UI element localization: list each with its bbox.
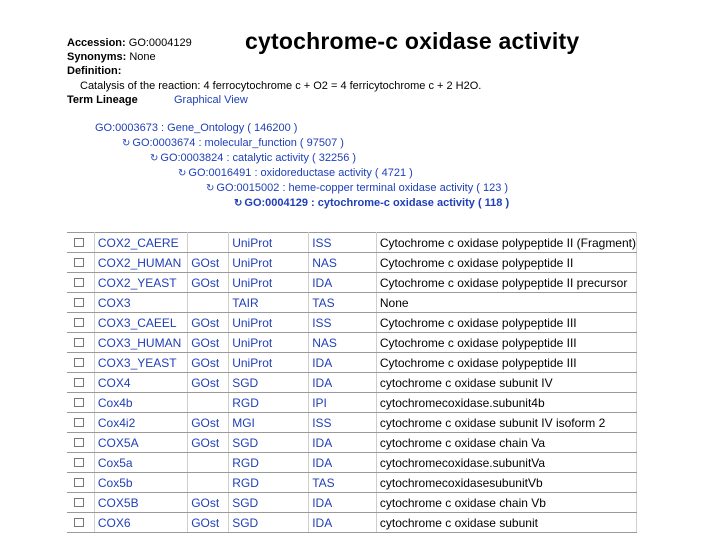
- gene-symbol-link[interactable]: Cox4i2: [94, 413, 187, 433]
- gene-product-name: cytochrome c oxidase subunit IV: [376, 373, 636, 393]
- relation-arrow-icon: ↻: [234, 198, 243, 209]
- table-row: [67, 233, 637, 253]
- gene-product-name: None: [376, 293, 636, 313]
- evidence-code-link[interactable]: IPI: [309, 393, 377, 413]
- gene-product-name: cytochrome c oxidase chain Va: [376, 433, 636, 453]
- relation-arrow-icon: ↻: [178, 168, 187, 179]
- gene-product-name: Cytochrome c oxidase polypeptide II: [376, 253, 636, 273]
- lineage-item[interactable]: [95, 121, 297, 135]
- source-db-link[interactable]: UniProt: [229, 273, 309, 293]
- row-checkbox[interactable]: [74, 298, 84, 307]
- table-row: [67, 293, 637, 313]
- lineage-term-link[interactable]: GO:0016491 : oxidoreductase activity ( 4721 ): [188, 167, 413, 179]
- gene-symbol-link[interactable]: Cox4b: [94, 393, 187, 413]
- gost-link[interactable]: GOst: [188, 253, 229, 273]
- gost-link[interactable]: GOst: [188, 413, 229, 433]
- table-row: [67, 473, 637, 493]
- table-row: [67, 493, 637, 513]
- table-row: [67, 373, 637, 393]
- row-checkbox[interactable]: [74, 518, 84, 527]
- evidence-code-link[interactable]: IDA: [309, 453, 377, 473]
- source-db-link[interactable]: UniProt: [229, 233, 309, 253]
- source-db-link[interactable]: SGD: [229, 493, 309, 513]
- gene-product-name: Cytochrome c oxidase polypeptide II (Fragment): [376, 233, 636, 253]
- gene-symbol-link[interactable]: COX6: [94, 513, 187, 533]
- term-lineage-label: Term Lineage: [67, 94, 138, 106]
- gene-product-name: cytochromecoxidasesubunitVb: [376, 473, 636, 493]
- table-row: [67, 453, 637, 473]
- accession-line: [67, 36, 192, 50]
- gost-link: [188, 233, 229, 253]
- table-row: [67, 333, 637, 353]
- lineage-term-link[interactable]: GO:0004129 : cytochrome-c oxidase activity ( 118 ): [244, 197, 510, 209]
- row-checkbox[interactable]: [74, 358, 84, 367]
- synonyms-line: [67, 50, 156, 64]
- relation-arrow-icon: ↻: [150, 153, 159, 164]
- source-db-link[interactable]: SGD: [229, 433, 309, 453]
- evidence-code-link[interactable]: ISS: [309, 233, 377, 253]
- source-db-link[interactable]: RGD: [229, 393, 309, 413]
- gost-link: [188, 393, 229, 413]
- gene-symbol-link[interactable]: COX5A: [94, 433, 187, 453]
- table-row: [67, 433, 637, 453]
- definition-line: [67, 64, 121, 78]
- lineage-item[interactable]: [178, 166, 413, 181]
- row-checkbox[interactable]: [74, 498, 84, 507]
- lineage-term-link[interactable]: GO:0015002 : heme-copper terminal oxidase activity ( 123 ): [216, 182, 509, 194]
- row-checkbox[interactable]: [74, 278, 84, 287]
- row-checkbox[interactable]: [74, 418, 84, 427]
- gene-symbol-link[interactable]: COX3_CAEEL: [94, 313, 187, 333]
- table-row: [67, 513, 637, 533]
- row-checkbox[interactable]: [74, 478, 84, 487]
- row-checkbox[interactable]: [74, 238, 84, 247]
- row-checkbox[interactable]: [74, 378, 84, 387]
- definition-text: Catalysis of the reaction: 4 ferrocytochrome c + O2 = 4 ferricytochrome c + 2 H2O.: [80, 80, 482, 92]
- gost-link[interactable]: GOst: [188, 333, 229, 353]
- gene-product-name: cytochromecoxidase.subunitVa: [376, 453, 636, 473]
- synonyms-value: None: [129, 51, 156, 63]
- relation-arrow-icon: ↻: [122, 138, 131, 149]
- gost-link: [188, 293, 229, 313]
- definition-label: Definition:: [67, 65, 122, 77]
- lineage-item[interactable]: [150, 151, 356, 166]
- page-title: cytochrome-c oxidase activity: [245, 28, 580, 54]
- synonyms-label: Synonyms:: [67, 51, 127, 63]
- source-db-link[interactable]: UniProt: [229, 333, 309, 353]
- lineage-term-link[interactable]: GO:0003674 : molecular_function ( 97507 ): [132, 137, 344, 149]
- gost-link[interactable]: GOst: [188, 353, 229, 373]
- source-db-link[interactable]: MGI: [229, 413, 309, 433]
- table-row: [67, 353, 637, 373]
- gost-link[interactable]: GOst: [188, 513, 229, 533]
- gost-link[interactable]: GOst: [188, 373, 229, 393]
- source-db-link[interactable]: UniProt: [229, 353, 309, 373]
- annotation-table: [67, 232, 637, 533]
- gene-product-name: Cytochrome c oxidase polypeptide III: [376, 353, 636, 373]
- gene-product-name: cytochrome c oxidase subunit IV isoform 2: [376, 413, 636, 433]
- row-checkbox[interactable]: [74, 398, 84, 407]
- gene-product-name: Cytochrome c oxidase polypeptide III: [376, 333, 636, 353]
- gost-link: [188, 453, 229, 473]
- gost-link[interactable]: GOst: [188, 433, 229, 453]
- lineage-item[interactable]: [122, 136, 344, 151]
- lineage-term-link[interactable]: GO:0003824 : catalytic activity ( 32256 ): [160, 152, 357, 164]
- graphical-view-link[interactable]: Graphical View: [174, 94, 248, 106]
- source-db-link[interactable]: RGD: [229, 453, 309, 473]
- evidence-code-link[interactable]: ISS: [309, 413, 377, 433]
- evidence-code-link[interactable]: NAS: [309, 333, 377, 353]
- evidence-code-link[interactable]: IDA: [309, 373, 377, 393]
- relation-arrow-icon: ↻: [206, 183, 215, 194]
- row-checkbox[interactable]: [74, 458, 84, 467]
- gene-product-name: cytochromecoxidase.subunit4b: [376, 393, 636, 413]
- gene-product-name: Cytochrome c oxidase polypeptide III: [376, 313, 636, 333]
- table-row: [67, 413, 637, 433]
- lineage-item[interactable]: [234, 196, 509, 211]
- evidence-code-link[interactable]: NAS: [309, 253, 377, 273]
- table-row: [67, 273, 637, 293]
- lineage-item[interactable]: [206, 181, 508, 196]
- accession-value: GO:0004129: [128, 37, 192, 49]
- gost-link[interactable]: GOst: [188, 313, 229, 333]
- row-checkbox[interactable]: [74, 318, 84, 327]
- source-db-link[interactable]: RGD: [229, 473, 309, 493]
- gene-symbol-link[interactable]: COX2_YEAST: [94, 273, 187, 293]
- table-row: [67, 313, 637, 333]
- gene-symbol-link[interactable]: COX2_CAERE: [94, 233, 187, 253]
- table-row: [67, 253, 637, 273]
- gene-product-name: cytochrome c oxidase subunit: [376, 513, 636, 533]
- source-db-link[interactable]: SGD: [229, 513, 309, 533]
- gene-symbol-link[interactable]: COX3: [94, 293, 187, 313]
- accession-label: Accession:: [67, 37, 126, 49]
- gene-symbol-link[interactable]: COX3_HUMAN: [94, 333, 187, 353]
- gene-symbol-link[interactable]: COX3_YEAST: [94, 353, 187, 373]
- source-db-link[interactable]: UniProt: [229, 253, 309, 273]
- evidence-code-link[interactable]: IDA: [309, 353, 377, 373]
- row-checkbox[interactable]: [74, 338, 84, 347]
- table-row: [67, 393, 637, 413]
- gene-symbol-link[interactable]: COX4: [94, 373, 187, 393]
- gost-link[interactable]: GOst: [188, 493, 229, 513]
- gost-link: [188, 473, 229, 493]
- gene-symbol-link[interactable]: COX5B: [94, 493, 187, 513]
- evidence-code-link[interactable]: IDA: [309, 513, 377, 533]
- lineage-term-link[interactable]: GO:0003673 : Gene_Ontology ( 146200 ): [95, 122, 298, 134]
- source-db-link[interactable]: SGD: [229, 373, 309, 393]
- source-db-link[interactable]: TAIR: [229, 293, 309, 313]
- gene-symbol-link[interactable]: Cox5a: [94, 453, 187, 473]
- source-db-link[interactable]: UniProt: [229, 313, 309, 333]
- evidence-code-link[interactable]: ISS: [309, 313, 377, 333]
- row-checkbox[interactable]: [74, 258, 84, 267]
- gost-link[interactable]: GOst: [188, 273, 229, 293]
- evidence-code-link[interactable]: IDA: [309, 493, 377, 513]
- gene-symbol-link[interactable]: Cox5b: [94, 473, 187, 493]
- gene-product-name: Cytochrome c oxidase polypeptide II precursor: [376, 273, 636, 293]
- gene-symbol-link[interactable]: COX2_HUMAN: [94, 253, 187, 273]
- evidence-code-link[interactable]: TAS: [309, 473, 377, 493]
- row-checkbox[interactable]: [74, 438, 84, 447]
- evidence-code-link[interactable]: IDA: [309, 273, 377, 293]
- evidence-code-link[interactable]: IDA: [309, 433, 377, 453]
- evidence-code-link[interactable]: TAS: [309, 293, 377, 313]
- gene-product-name: cytochrome c oxidase chain Vb: [376, 493, 636, 513]
